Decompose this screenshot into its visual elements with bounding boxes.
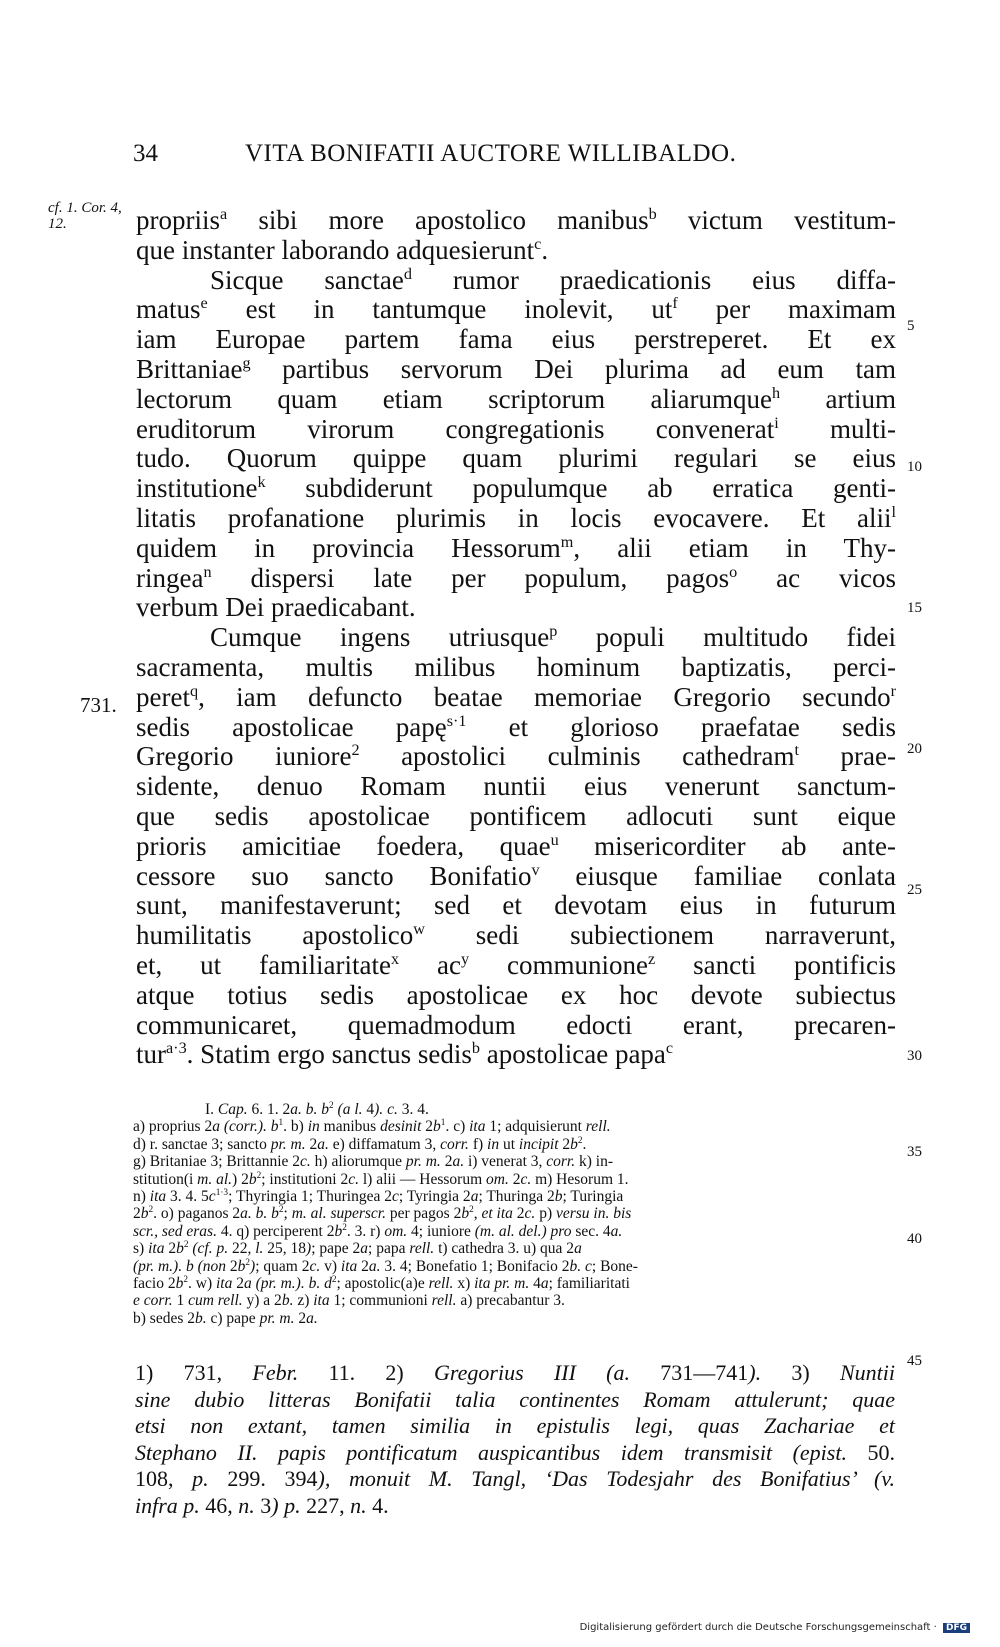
apparatus-line: b) sedes 2b. c) pape pr. m. 2a. [133, 1309, 318, 1327]
text-line: Gregorio iuniore$^2$ apostolici culminis cathedram$^t$ prae- [136, 741, 896, 772]
note-line: 1) 731, Febr. 11. 2) Gregorius III (a. 731—741). 3) Nuntii [135, 1360, 896, 1385]
text-line: sidente, denuo Romam nuntii eius venerunt sanctum- [136, 771, 896, 802]
text-line: que sedis apostolicae pontificem adlocuti sunt eique [136, 800, 896, 831]
margin-year: 731. [80, 693, 117, 717]
apparatus-line: facio $2b^2$. w) ita 2a (pr. m.). b. $d^2$; apostolic(a)e rell. x) ita pr. m. 4a; familiaritati [133, 1274, 630, 1293]
line-number: 35 [907, 1144, 922, 1160]
text-line: verbum Dei praedicabant. [136, 592, 416, 623]
apparatus-line: g) Britaniae 3; Brittannie 2c. h) aliorumque pr. m. 2a. i) venerat 3, corr. k) in- [133, 1153, 614, 1171]
apparatus-line: n) ita 3. 4. $5c^{1\cdot 3}$; Thyringia 1; Thuringea 2c; Tyringia 2a; Thuringa 2b; Turingia [133, 1187, 624, 1206]
text-line: propriis$^a$ sibi more apostolico manibus$^b$ victum vestitum- [136, 205, 896, 235]
historical-notes [135, 1360, 895, 1519]
page-number: 34 [133, 140, 158, 167]
text-line: Brittaniae$^g$ partibus servorum Dei plurima ad eum tam [136, 353, 896, 384]
text-line: sunt, manifestaverunt; sed et devotam eius in futurum [136, 890, 896, 921]
text-line: tur$^{a\cdot 3}$. Statim ergo sanctus sedis$^b$ apostolicae papa$^c$ [136, 1039, 674, 1070]
text-line: tudo. Quorum quippe quam plurimi regulari se eius [136, 443, 896, 474]
line-number: 10 [907, 459, 922, 475]
apparatus-line: e corr. 1 cum rell. y) a 2b. z) ita 1; communioni rell. a) precabantur 3. [133, 1292, 565, 1310]
line-number: 15 [907, 600, 922, 616]
running-title: VITA BONIFATII AUCTORE WILLIBALDO. [245, 140, 737, 167]
line-number: 20 [907, 741, 922, 757]
text-line: que instanter laborando adquesierunt$^c$. [136, 234, 549, 265]
text-line: Sicque sanctae$^d$ rumor praedicationis eius diffa- [210, 264, 897, 295]
margin-reference: cf. 1. Cor. 4, 12. [48, 200, 122, 232]
running-header [133, 140, 793, 176]
apparatus-line: scr., sed eras. 4. q) perciperent $2b^2$. 3. r) om. 4; iuniore (m. al. del.) pro sec. 4a. [133, 1222, 623, 1240]
text-line: litatis profanatione plurimis in locis evocavere. Et alii$^l$ [136, 502, 896, 533]
line-number: 45 [907, 1353, 922, 1369]
dfg-logo: DFG [943, 1623, 970, 1633]
text-line: Cumque ingens utriusque$^p$ populi multitudo fidei [210, 622, 896, 653]
apparatus-line: d) r. sanctae 3; sancto pr. m. 2a. e) diffamatum 3, corr. f) in ut incipit $2b^2$. [133, 1135, 587, 1153]
text-line: sedis apostolicae papę$^{s\cdot 1}$ et glorioso praefatae sedis [136, 711, 896, 742]
critical-apparatus [133, 1101, 897, 1327]
text-line: atque totius sedis apostolicae ex hoc devote subiectus [136, 979, 896, 1010]
text-line: quidem in provincia Hessorum$^m$, alii etiam in Thy- [136, 532, 896, 563]
text-line: prioris amicitiae foedera, quae$^u$ misericorditer ab ante- [136, 830, 897, 861]
digitization-credit [580, 1622, 970, 1633]
main-text [136, 206, 896, 1070]
apparatus-line: (pr. m.). b (non $2b^2$); quam 2c. v) ita 2a. 3. 4; Bonefatio 1; Bonifacio 2b. c; Bone- [133, 1257, 638, 1275]
note-line: 108, p. 299. 394), monuit M. Tangl, ‘Das Todesjahr des Bonifatius’ (v. [135, 1466, 896, 1491]
apparatus-line: $2b^2$. o) paganos 2a. b. $b^2$; m. al. superscr. per pagos $2b^2$, et ita 2c. p) versu in. bis [133, 1205, 632, 1223]
line-number: 25 [907, 882, 922, 898]
note-line: infra p. 46, n. 3) p. 227, n. 4. [135, 1492, 389, 1518]
apparatus-line: a) proprius 2a (corr.). $b^1$. b) in manibus desinit $2b^1$. c) ita 1; adquisierunt rell. [133, 1118, 611, 1136]
text-line: communicaret, quemadmodum edocti erant, precaren- [136, 1009, 896, 1040]
text-line: et, ut familiaritate$^x$ $ac^y$ communione$^z$ sancti pontificis [136, 949, 896, 980]
text-line: iam Europae partem fama eius perstreperet. Et ex [136, 324, 896, 355]
note-line: Stephano II. papis pontificatum auspicantibus idem transmisit (epist. 50. [135, 1439, 895, 1465]
text-line: eruditorum virorum congregationis convenerat$^i$ multi- [136, 413, 897, 444]
apparatus-line: I. Cap. 6. 1. 2a. b. $b^2$ (a l. 4). c. 3. 4. [205, 1100, 429, 1118]
text-line: lectorum quam etiam scriptorum aliarumque$^h$ artium [136, 383, 896, 414]
apparatus-line: stitution(i m. al.) $2b^2$; institutioni 2c. l) alii — Hessorum om. 2c. m) Hesorum 1. [133, 1170, 629, 1188]
text-line: ringea$^n$ dispersi late per populum, pagos$^o$ ac vicos [136, 562, 896, 593]
text-line: institutione$^k$ subdiderunt populumque ab erratica genti- [136, 473, 896, 504]
line-number: 5 [907, 318, 915, 334]
line-number: 40 [907, 1231, 922, 1247]
text-line: sacramenta, multis milibus hominum baptizatis, perci- [136, 651, 896, 682]
line-number: 30 [907, 1048, 922, 1064]
text-line: cessore suo sancto Bonifatio$^v$ eiusque familiae conlata [136, 860, 896, 891]
credit-text: Digitalisierung gefördert durch die Deutsche Forschungsgemeinschaft · [579, 1622, 937, 1633]
text-line: matus$^e$ est in tantumque inolevit, $ut^f$ per maximam [136, 294, 896, 325]
note-line: sine dubio litteras Bonifatii talia continentes Romam attulerunt; quae [135, 1386, 895, 1412]
text-line: humilitatis apostolico$^w$ sedi subiectionem narraverunt, [136, 920, 896, 951]
note-line: etsi non extant, tamen similia in epistulis legi, quas Zachariae et [135, 1413, 895, 1438]
text-line: peret$^q$, iam defuncto beatae memoriae Gregorio secundo$^r$ [136, 681, 896, 712]
apparatus-line: s) ita $2b^2$ (cf. p. 22, l. 25, 18); pape 2a; papa rell. t) cathedra 3. u) qua 2a [133, 1240, 582, 1258]
